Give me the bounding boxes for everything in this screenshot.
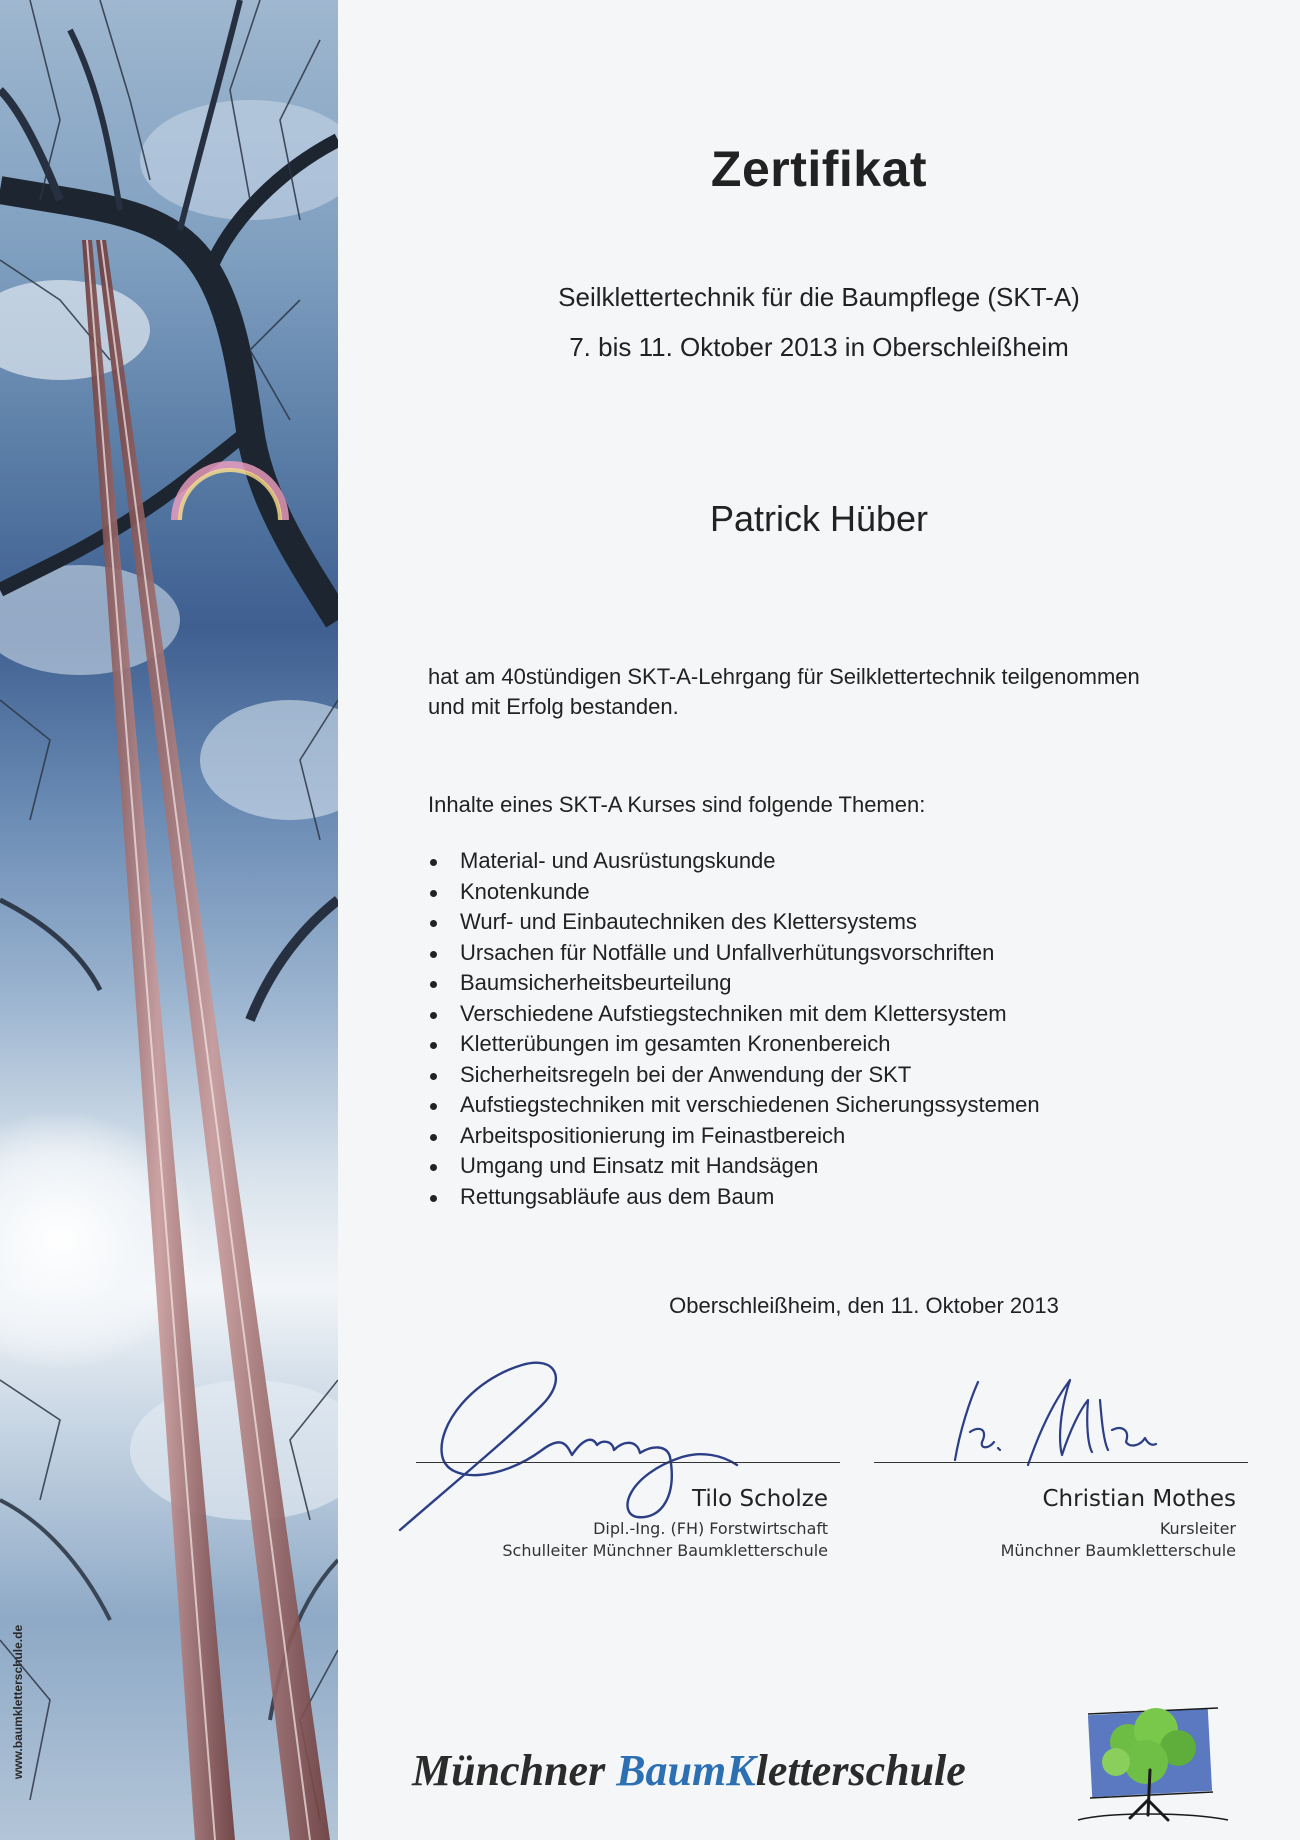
list-item [428, 877, 1040, 908]
list-item [428, 1151, 1040, 1182]
bullet-icon [430, 1134, 437, 1141]
tree-branches-icon [0, 0, 338, 1840]
signatory-right-role: Münchner Baumkletterschule [1000, 1541, 1236, 1560]
list-item [428, 846, 1040, 877]
topic-label: Verschiedene Aufstiegstechniken mit dem Klettersystem [460, 1000, 1007, 1026]
bullet-icon [430, 1012, 437, 1019]
bullet-icon [430, 1164, 437, 1171]
signatory-right-title: Kursleiter [1159, 1519, 1236, 1538]
bullet-icon [430, 859, 437, 866]
topic-label: Umgang und Einsatz mit Handsägen [460, 1153, 819, 1178]
tree-rope-photo [0, 0, 338, 1840]
list-item [428, 1182, 1040, 1213]
signatory-left-title: Dipl.-Ing. (FH) Forstwirtschaft [593, 1519, 828, 1538]
statement-line: und mit Erfolg bestanden. [428, 694, 679, 719]
signatory-left-role: Schulleiter Münchner Baumkletterschule [502, 1541, 828, 1560]
list-item [428, 907, 1040, 938]
topic-label: Wurf- und Einbautechniken des Klettersystems [460, 909, 917, 934]
school-name-part: letterschule [755, 1746, 966, 1795]
signature-line-right [874, 1462, 1248, 1463]
certificate-title: Zertifikat [710, 141, 928, 197]
school-name-part: Münchner [412, 1746, 617, 1795]
completion-statement [428, 662, 1248, 722]
list-item [428, 938, 1040, 969]
bullet-icon [430, 920, 437, 927]
topic-label: Baumsicherheitsbeurteilung [460, 970, 732, 995]
tree-logo-icon [1068, 1700, 1238, 1830]
topics-intro: Inhalte eines SKT-A Kurses sind folgende Themen: [428, 792, 926, 817]
website-url: www.baumkletterschule.de [11, 1624, 25, 1780]
topic-label: Arbeitspositionierung im Feinastbereich [460, 1122, 846, 1148]
list-item [428, 968, 1040, 999]
topic-label: Rettungsabläufe aus dem Baum [460, 1183, 775, 1209]
place-and-date: Oberschleißheim, den 11. Oktober 2013 [669, 1293, 1059, 1318]
statement-line: hat am 40stündigen SKT-A-Lehrgang für Seilklettertechnik teilgenommen [428, 664, 1140, 689]
signatory-left-name: Tilo Scholze [691, 1486, 828, 1512]
bullet-icon [430, 1103, 437, 1110]
bullet-icon [430, 981, 437, 988]
bullet-icon [430, 890, 437, 897]
list-item [428, 1029, 1040, 1060]
topics-list [428, 846, 1040, 1212]
signature-line-left [416, 1462, 840, 1463]
school-name [412, 1745, 966, 1796]
course-name: Seilklettertechnik für die Baumpflege (SKT-A) [558, 282, 1080, 312]
bullet-icon [430, 951, 437, 958]
list-item [428, 1060, 1040, 1091]
topic-label: Material- und Ausrüstungskunde [460, 848, 776, 873]
topic-label: Kletterübungen im gesamten Kronenbereich [460, 1031, 891, 1056]
list-item [428, 1121, 1040, 1152]
participant-name: Patrick Hüber [709, 498, 929, 539]
bullet-icon [430, 1042, 437, 1049]
topic-label: Aufstiegstechniken mit verschiedenen Sicherungssystemen [460, 1092, 1040, 1117]
list-item [428, 999, 1040, 1030]
signatory-right-name: Christian Mothes [1042, 1486, 1236, 1512]
school-name-part: K [726, 1746, 756, 1795]
bullet-icon [430, 1195, 437, 1202]
signature-right-icon [930, 1370, 1160, 1470]
list-item [428, 1090, 1040, 1121]
bullet-icon [430, 1073, 437, 1080]
topic-label: Ursachen für Notfälle und Unfallverhütungsvorschriften [460, 939, 995, 965]
school-name-part: Baum [616, 1746, 727, 1795]
course-dates: 7. bis 11. Oktober 2013 in Oberschleißheim [569, 332, 1069, 362]
topic-label: Sicherheitsregeln bei der Anwendung der SKT [460, 1061, 912, 1087]
topic-label: Knotenkunde [460, 878, 590, 904]
